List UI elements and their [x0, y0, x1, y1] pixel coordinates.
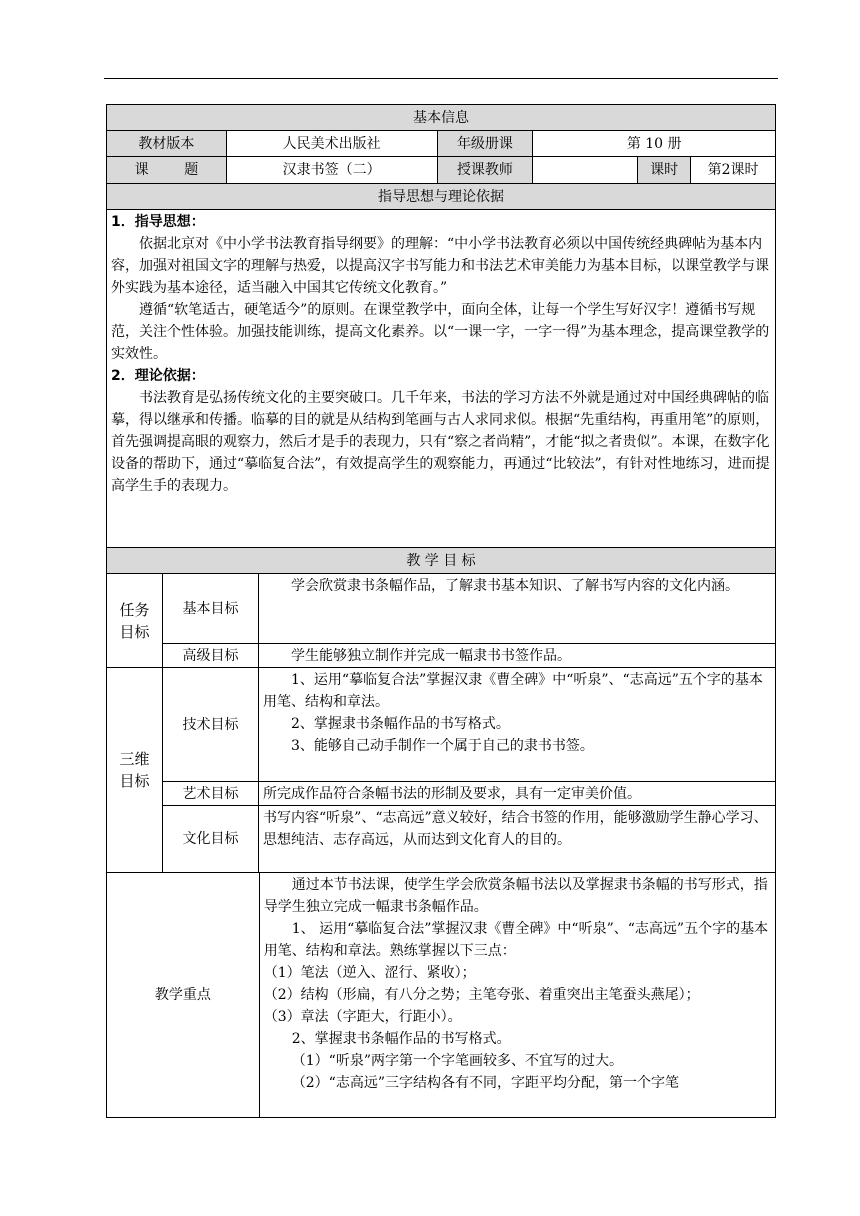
- objectives-header-row: [106, 547, 776, 573]
- guide-paragraph-2: 遵循“软笔适古，硬笔适今”的原则。在课堂教学中，面向全体，让每一个学生写好汉字！遵循书写规范，关注个性体验。加强技能训练，提高文化素养。以“一课一字，一字一得”为基本理念，提高课堂教学的实效性。: [111, 302, 770, 362]
- basic-goal-text: 学会欣赏隶书条幅作品，了解隶书基本知识、了解书写内容的文化内涵。: [291, 578, 739, 594]
- guide-heading-1: 1．指导思想：: [111, 214, 205, 230]
- key-item-1: 1、 运用“摹临复合法”掌握汉隶《曹全碑》中“听泉”、“志高远”五个字的基本用笔、结构和章法。熟练掌握以下三点：: [263, 921, 769, 959]
- culture-goal-label: 文化目标: [163, 806, 259, 872]
- tech-goal-3: 3、能够自己动手制作一个属于自己的隶书书签。: [291, 738, 594, 754]
- textbook-value: 人民美术出版社: [227, 131, 438, 156]
- key-sub-3: （3）章法（字距大，行距小）。: [263, 1009, 462, 1025]
- textbook-row: [106, 130, 776, 156]
- guide-body-row: [106, 209, 776, 547]
- key-points-label: 教学重点: [107, 873, 260, 1117]
- art-goal-label: 艺术目标: [163, 782, 259, 805]
- tech-goal-cell: [259, 668, 776, 781]
- grade-label: 年级册课: [438, 131, 534, 156]
- three-dim-label: 三维目标: [107, 668, 163, 872]
- key-sub-2: （2）结构（形扁，有八分之势；主笔夸张、着重突出主笔蚕头燕尾）；: [263, 987, 700, 1003]
- task-objectives-row: [106, 573, 776, 667]
- key-item-2: 2、掌握隶书条幅作品的书写格式。: [291, 1031, 511, 1047]
- tech-goal-row: [163, 668, 776, 781]
- topic-value: 汉隶书签（二）: [227, 157, 438, 183]
- advanced-goal-text: 学生能够独立制作并完成一幅隶书书签作品。: [291, 647, 571, 664]
- guide-paragraph-1: 依据北京对《中小学书法教育指导纲要》的理解：“中小学书法教育必须以中国传统经典碑帖为基本内容，加强对祖国文字的理解与热爱，以提高汉字书写能力和书法艺术审美能力为基本目标，以课堂教学与课外实践为基本途径，适当融入中国其它传统文化教育。”: [111, 236, 769, 296]
- art-goal-row: [163, 781, 776, 805]
- advanced-goal-row: [163, 643, 776, 667]
- topic-label: 课 题: [107, 157, 227, 183]
- header-rule: [104, 78, 778, 79]
- tech-goal-1: 1、运用“摹临复合法”掌握汉隶《曹全碑》中“听泉”、“志高远”五个字的基本用笔、结构和章法。: [263, 672, 763, 710]
- tech-goal-label: 技术目标: [163, 668, 259, 781]
- basic-goal-label: 基本目标: [163, 574, 259, 643]
- basic-goal-row: [163, 574, 776, 643]
- advanced-goal-cell: [259, 644, 776, 667]
- task-objectives-label: 任务目标: [107, 574, 163, 667]
- period-value: 第2课时: [691, 157, 776, 183]
- guide-header-row: [106, 183, 776, 209]
- guide-paragraph-3: 书法教育是弘扬传统文化的主要突破口。几千年来，书法的学习方法不外就是通过对中国经典碑帖的临摹，得以继承和传播。临摹的目的就是从结构到笔画与古人求同求似。根据“先重结构，再重用笔”的原则，首先强调提高眼的观察力，然后才是手的表现力，只有“察之者尚精”，才能“拟之者贵似”。本课，在数字化设备的帮助下，通过“摹临复合法”，有效提高学生的观察能力，再通过“比较法”，有针对性地练习，进而提高学生手的表现力。: [111, 390, 770, 494]
- objectives-header: 教 学 目 标: [107, 548, 776, 573]
- three-dim-objectives-row: [106, 667, 776, 872]
- basic-goal-cell: [259, 574, 776, 643]
- guide-header: 指导思想与理论依据: [107, 184, 776, 209]
- key-points-body: [260, 873, 776, 1117]
- guide-body: [107, 210, 776, 547]
- key-sub-4: （1）“听泉”两字第一个字笔画较多、不宜写的过大。: [291, 1053, 623, 1069]
- key-sub-5: （2）“志高远”三字结构各有不同，字距平均分配，第一个字笔: [291, 1075, 679, 1091]
- textbook-label: 教材版本: [107, 131, 227, 156]
- art-goal-text: 所完成作品符合条幅书法的形制及要求，具有一定审美价值。: [259, 782, 776, 805]
- culture-goal-row: [163, 805, 776, 872]
- key-intro: 通过本节书法课，使学生学会欣赏条幅书法以及掌握隶书条幅的书写形式，指导学生独立完成一幅隶书条幅作品。: [263, 877, 768, 915]
- key-sub-1: （1）笔法（逆入、涩行、紧收）；: [263, 965, 476, 981]
- key-points-row: [106, 872, 776, 1118]
- teacher-label: 授课教师: [438, 157, 534, 183]
- lesson-plan-table: [106, 104, 776, 1118]
- advanced-goal-label: 高级目标: [163, 644, 259, 667]
- tech-goal-2: 2、掌握隶书条幅作品的书写格式。: [291, 716, 510, 732]
- basic-info-header-row: [106, 104, 776, 130]
- basic-info-header: 基本信息: [107, 105, 776, 130]
- teacher-value: [533, 157, 638, 183]
- grade-value: 第 10 册: [533, 131, 776, 156]
- culture-goal-text: 书写内容“听泉”、“志高远”意义较好，结合书签的作用，能够激励学生静心学习、思想纯洁、志存高远，从而达到文化育人的目的。: [259, 806, 776, 872]
- topic-row: [106, 156, 776, 183]
- guide-heading-2: 2．理论依据：: [111, 368, 205, 384]
- period-label: 课时: [638, 157, 691, 183]
